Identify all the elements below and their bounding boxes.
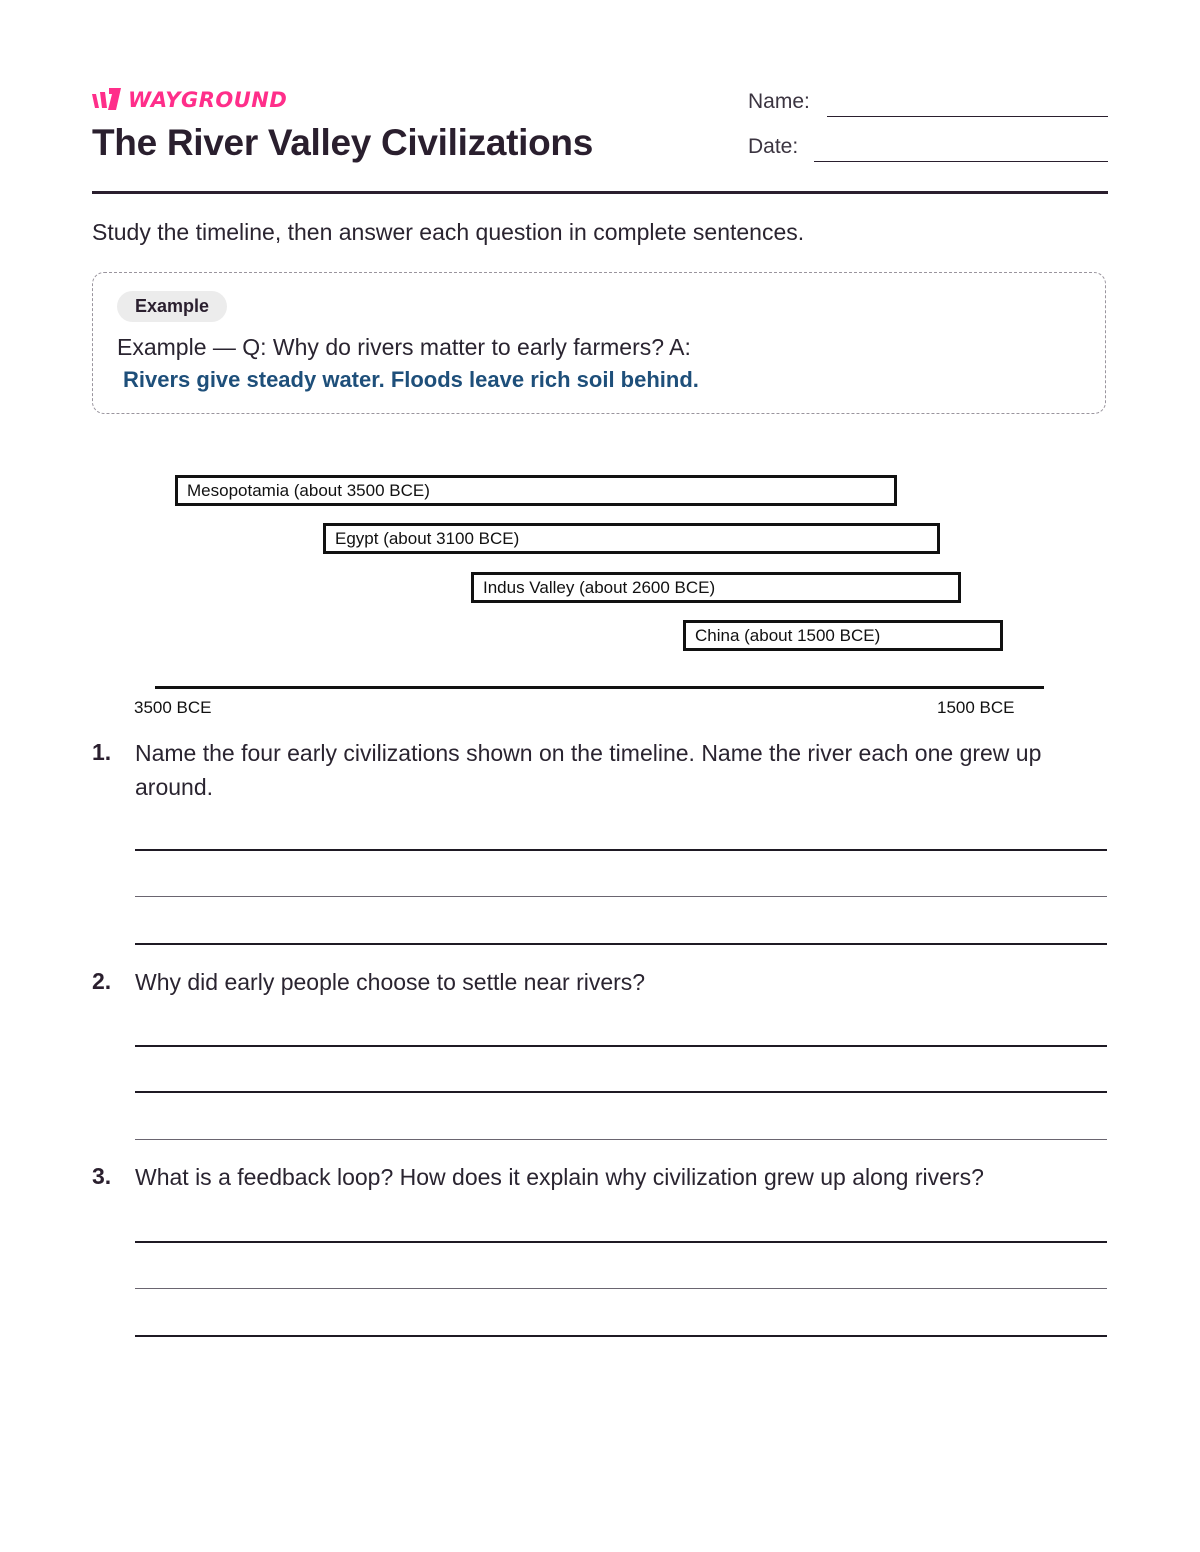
question-3-number: 3. xyxy=(92,1163,112,1189)
timeline-bar-egypt: Egypt (about 3100 BCE) xyxy=(323,523,940,554)
timeline-axis xyxy=(155,686,1044,689)
answer-line[interactable] xyxy=(135,1091,1107,1093)
question-2-text: Why did early people choose to settle near rivers? xyxy=(135,969,646,995)
example-answer: Rivers give steady water. Floods leave rich soil behind. xyxy=(123,367,699,392)
date-label: Date: xyxy=(748,135,799,158)
instructions: Study the timeline, then answer each question in complete sentences. xyxy=(92,219,805,245)
axis-start-label: 3500 BCE xyxy=(134,698,212,717)
answer-line[interactable] xyxy=(135,1045,1107,1047)
question-1-text: Name the four early civilizations shown on the timeline. Name the river each one grew up around. xyxy=(135,740,1042,800)
timeline-bar-indus-valley: Indus Valley (about 2600 BCE) xyxy=(471,572,961,603)
wayground-logo-icon xyxy=(92,88,122,112)
timeline-bar-mesopotamia: Mesopotamia (about 3500 BCE) xyxy=(175,475,897,506)
answer-line[interactable] xyxy=(135,1335,1107,1337)
brand-logo xyxy=(92,86,287,114)
example-question: Example — Q: Why do rivers matter to early farmers? A: xyxy=(117,334,691,360)
answer-line[interactable] xyxy=(135,1288,1107,1289)
answer-line[interactable] xyxy=(135,896,1107,897)
timeline-bar-china: China (about 1500 BCE) xyxy=(683,620,1003,651)
question-1-number: 1. xyxy=(92,739,112,765)
date-field[interactable] xyxy=(814,161,1108,162)
example-badge: Example xyxy=(117,291,227,322)
header-divider xyxy=(92,191,1108,194)
name-label: Name: xyxy=(748,90,810,113)
brand-name: WAYGROUND xyxy=(128,88,288,112)
name-field[interactable] xyxy=(827,116,1108,117)
question-2-number: 2. xyxy=(92,968,112,994)
answer-line[interactable] xyxy=(135,943,1107,945)
answer-line[interactable] xyxy=(135,1139,1107,1140)
answer-line[interactable] xyxy=(135,1241,1107,1243)
question-3-text: What is a feedback loop? How does it explain why civilization grew up along rivers? xyxy=(135,1164,984,1190)
worksheet-title: The River Valley Civilizations xyxy=(92,122,593,163)
answer-line[interactable] xyxy=(135,849,1107,851)
axis-end-label: 1500 BCE xyxy=(937,698,1015,717)
